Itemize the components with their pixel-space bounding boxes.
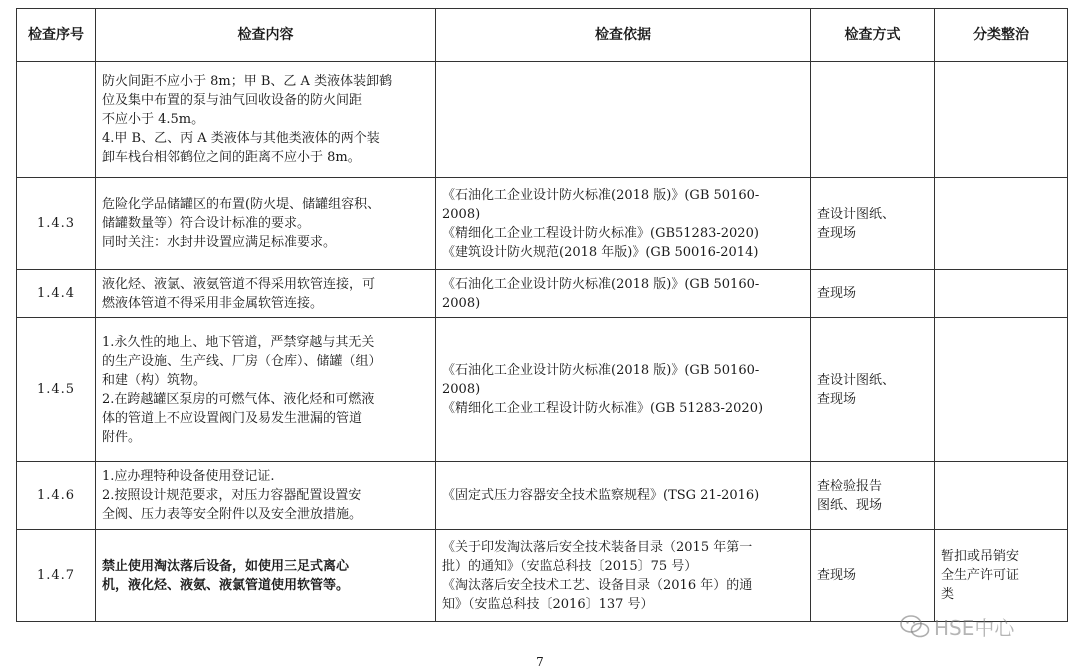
- cell-line: 《淘汰落后安全技术工艺、设备目录（2016 年）的通: [442, 577, 753, 593]
- cell-line: 附件。: [102, 429, 142, 445]
- watermark: [900, 612, 1014, 641]
- cell-method: [811, 62, 935, 178]
- cell-line: 类: [941, 587, 955, 602]
- table-row: [17, 62, 1068, 178]
- page-number: 7: [536, 655, 544, 669]
- cell-line: 2008): [442, 206, 481, 222]
- cell-line: 查设计图纸、: [817, 372, 896, 388]
- cell-line: 2.按照设计规范要求，对压力容器配置设置安: [102, 488, 362, 503]
- cell-method: [811, 462, 935, 530]
- cell-line: 危险化学品储罐区的布置(防火堤、储罐组容积、: [102, 197, 381, 212]
- cell-remedy: [935, 178, 1068, 270]
- cell-line: 查现场: [817, 225, 857, 241]
- cell-remedy: [935, 462, 1068, 530]
- cell-no: [17, 62, 96, 178]
- cell-line: 《石油化工企业设计防火标准(2018 版)》(GB 50160-: [442, 187, 760, 203]
- cell-no: 1.4.3: [17, 178, 96, 270]
- cell-line: 《固定式压力容器安全技术监察规程》(TSG 21-2016): [442, 488, 760, 503]
- table-row: [17, 462, 1068, 530]
- cell-line: 全生产许可证: [941, 568, 1020, 583]
- cell-content: [96, 62, 436, 178]
- cell-line: 《精细化工企业工程设计防火标准》(GB 51283-2020): [442, 401, 764, 416]
- cell-line: 燃液体管道不得采用非金属软管连接。: [102, 295, 324, 311]
- cell-basis: [436, 530, 811, 622]
- table-row: [17, 530, 1068, 622]
- cell-method: [811, 530, 935, 622]
- cell-line: 2008): [442, 382, 481, 397]
- cell-line: 的生产设施、生产线、厂房（仓库）、储罐（组）: [102, 353, 382, 369]
- table-row: [17, 318, 1068, 462]
- cell-basis: [436, 462, 811, 530]
- cell-line: 液化烃、液氯、液氨管道不得采用软管连接，可: [102, 276, 376, 292]
- cell-basis: [436, 318, 811, 462]
- cell-no: 1.4.4: [17, 270, 96, 318]
- cell-method: [811, 270, 935, 318]
- cell-line: 禁止使用淘汰落后设备，如使用三足式离心: [102, 558, 350, 574]
- cell-method: [811, 178, 935, 270]
- cell-line: 查检验报告: [817, 478, 883, 494]
- cell-line: 批）的通知》（安监总科技〔2015〕75 号）: [442, 558, 698, 574]
- cell-line: 《石油化工企业设计防火标准(2018 版)》(GB 50160-: [442, 276, 760, 292]
- inspection-table: [16, 8, 1068, 622]
- cell-line: 查现场: [817, 391, 857, 407]
- cell-line: 《精细化工企业工程设计防火标准》(GB51283-2020): [442, 225, 759, 241]
- cell-line: 体的管道上不应设置阀门及易发生泄漏的管道: [102, 410, 363, 426]
- cell-remedy: [935, 318, 1068, 462]
- header-basis: 检查依据: [436, 9, 811, 62]
- header-remedy: 分类整治: [935, 9, 1068, 62]
- cell-line: 防火间距不应小于 8m；甲 B、乙 A 类液体装卸鹤: [102, 74, 393, 89]
- cell-line: 查现场: [817, 286, 857, 301]
- header-no: 检查序号: [17, 9, 96, 62]
- cell-no: 1.4.7: [17, 530, 96, 622]
- cell-no: 1.4.6: [17, 462, 96, 530]
- cell-remedy: [935, 270, 1068, 318]
- cell-line: 《建筑设计防火规范(2018 年版)》(GB 50016-2014): [442, 244, 759, 260]
- watermark-text: HSE中心: [934, 616, 1015, 640]
- header-method: 检查方式: [811, 9, 935, 62]
- cell-line: 不应小于 4.5m。: [102, 112, 205, 127]
- cell-content: [96, 462, 436, 530]
- cell-line: 全阀、压力表等安全附件以及安全泄放措施。: [102, 507, 363, 522]
- cell-line: 和建（构）筑物。: [102, 372, 207, 388]
- cell-line: 机，液化烃、液氨、液氯管道使用软管等。: [102, 577, 350, 593]
- cell-content: [96, 318, 436, 462]
- cell-content: [96, 178, 436, 270]
- cell-line: 卸车栈台相邻鹤位之间的距离不应小于 8m。: [102, 150, 361, 165]
- cell-line: 同时关注：水封井设置应满足标准要求。: [102, 235, 337, 250]
- cell-line: 1.永久性的地上、地下管道，严禁穿越与其无关: [102, 334, 375, 350]
- cell-line: 4.甲 B、乙、丙 A 类液体与其他类液体的两个装: [102, 131, 380, 146]
- cell-basis: [436, 178, 811, 270]
- cell-no: 1.4.5: [17, 318, 96, 462]
- cell-line: 知》（安监总科技〔2016〕137 号）: [442, 596, 654, 612]
- cell-remedy: [935, 530, 1068, 622]
- cell-basis: [436, 62, 811, 178]
- cell-line: 《关于印发淘汰落后安全技术装备目录（2015 年第一: [442, 539, 753, 555]
- cell-line: 暂扣或吊销安: [941, 549, 1020, 564]
- cell-line: 位及集中布置的泵与油气回收设备的防火间距: [102, 93, 363, 108]
- cell-content: [96, 530, 436, 622]
- header-content: 检查内容: [96, 9, 436, 62]
- cell-line: 2008): [442, 295, 481, 311]
- cell-remedy: [935, 62, 1068, 178]
- table-row: [17, 178, 1068, 270]
- cell-line: 1.应办理特种设备使用登记证.: [102, 469, 275, 484]
- wechat-icon: [900, 614, 930, 640]
- cell-content: [96, 270, 436, 318]
- cell-line: 图纸、现场: [817, 497, 883, 513]
- cell-line: 2.在跨越罐区泵房的可燃气体、液化烃和可燃液: [102, 391, 375, 407]
- cell-line: 储罐数量等）符合设计标准的要求。: [102, 216, 311, 231]
- cell-line: 查现场: [817, 568, 857, 583]
- header-row: [17, 9, 1068, 62]
- cell-basis: [436, 270, 811, 318]
- cell-line: 《石油化工企业设计防火标准(2018 版)》(GB 50160-: [442, 363, 760, 378]
- table-row: [17, 270, 1068, 318]
- cell-method: [811, 318, 935, 462]
- cell-line: 查设计图纸、: [817, 206, 896, 222]
